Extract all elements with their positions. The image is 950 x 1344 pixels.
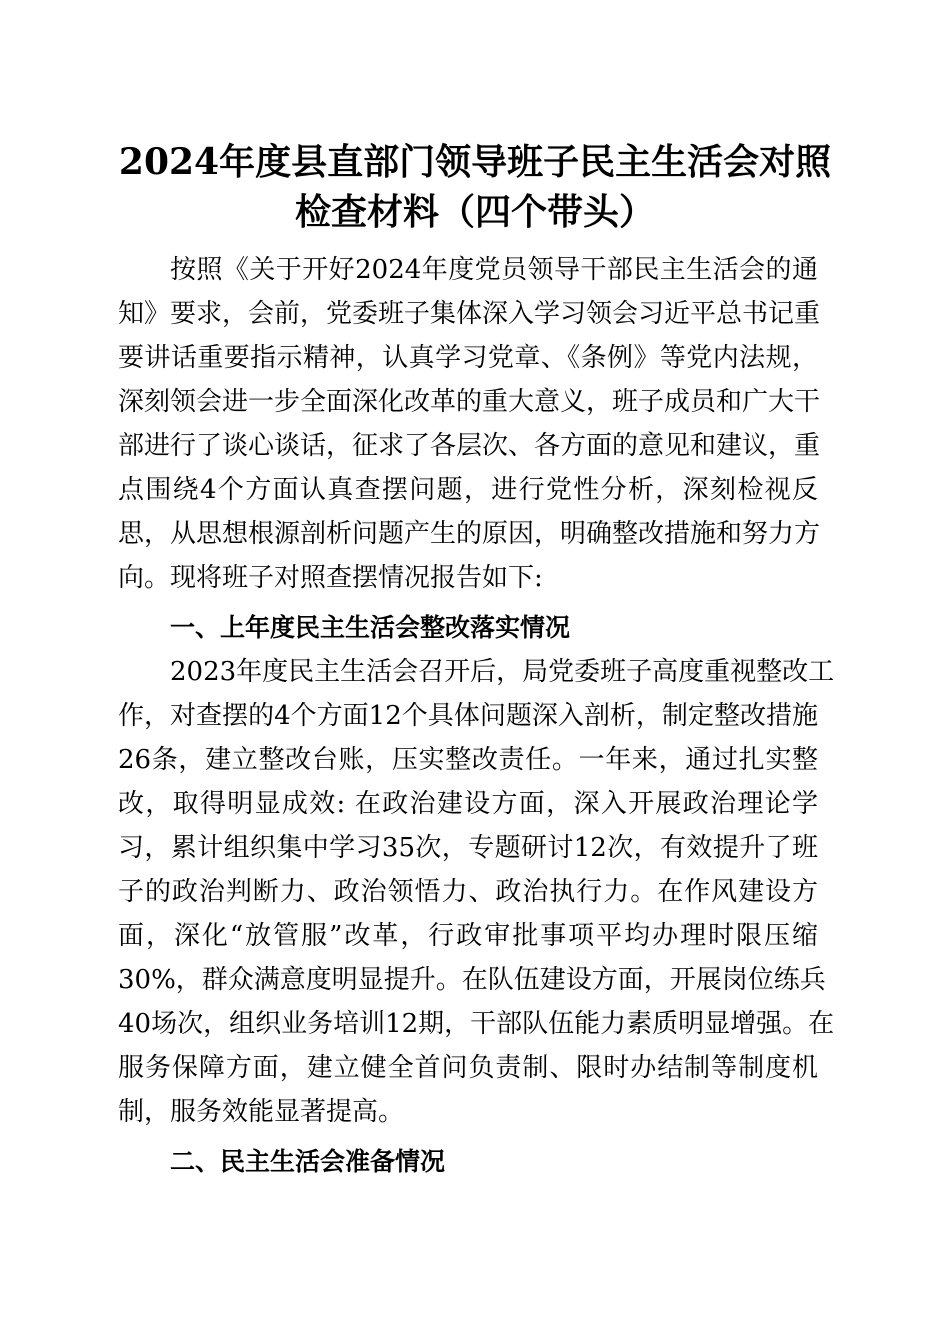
section1-line: 子的政治判断力、政治领悟力、政治执行力。在作风建设方 xyxy=(118,877,818,907)
intro-line: 向。现将班子对照查摆情况报告如下: xyxy=(118,563,543,593)
intro-line: 知》要求，会前，党委班子集体深入学习领会习近平总书记重 xyxy=(118,299,821,329)
intro-line: 按照《关于开好2024年度党员领导干部民主生活会的通 xyxy=(170,255,818,285)
section1-line: 40场次，组织业务培训12期，干部队伍能力素质明显增强。在 xyxy=(118,1009,835,1039)
intro-line: 要讲话重要指示精神，认真学习党章、《条例》等党内法规， xyxy=(118,343,818,373)
document-title-line-2: 检查材料（四个带头） xyxy=(294,191,655,233)
intro-line: 部进行了谈心谈话，征求了各层次、各方面的意见和建议，重 xyxy=(118,431,821,461)
section-heading-1: 一、上年度民主生活会整改落实情况 xyxy=(170,613,571,642)
section1-line: 服务保障方面，建立健全首问负责制、限时办结制等制度机 xyxy=(118,1053,818,1083)
section1-line: 26条，建立整改台账，压实整改责任。一年来，通过扎实整 xyxy=(118,745,818,775)
intro-line: 点围绕4个方面认真查摆问题，进行党性分析，深刻检视反 xyxy=(118,475,818,505)
section1-line: 30%，群众满意度明显提升。在队伍建设方面，开展岗位练兵 xyxy=(118,965,826,995)
section1-line: 面，深化“放管服”改革，行政审批事项平均办理时限压缩 xyxy=(118,921,818,951)
intro-line: 思，从思想根源剖析问题产生的原因，明确整改措施和努力方 xyxy=(118,519,821,549)
section1-line: 作，对查摆的4个方面12个具体问题深入剖析，制定整改措施 xyxy=(118,701,818,731)
intro-line: 深刻领会进一步全面深化改革的重大意义，班子成员和广大干 xyxy=(118,387,821,417)
section1-line: 2023年度民主生活会召开后，局党委班子高度重视整改工 xyxy=(170,657,835,687)
section1-line: 改，取得明显成效: 在政治建设方面，深入开展政治理论学 xyxy=(118,789,818,819)
section1-line: 制，服务效能显著提高。 xyxy=(118,1097,405,1127)
document-title-line-1: 2024年度县直部门领导班子民主生活会对照 xyxy=(118,141,832,183)
section-heading-2: 二、民主生活会准备情况 xyxy=(170,1147,446,1176)
section1-line: 习，累计组织集中学习35次，专题研讨12次，有效提升了班 xyxy=(118,833,818,863)
